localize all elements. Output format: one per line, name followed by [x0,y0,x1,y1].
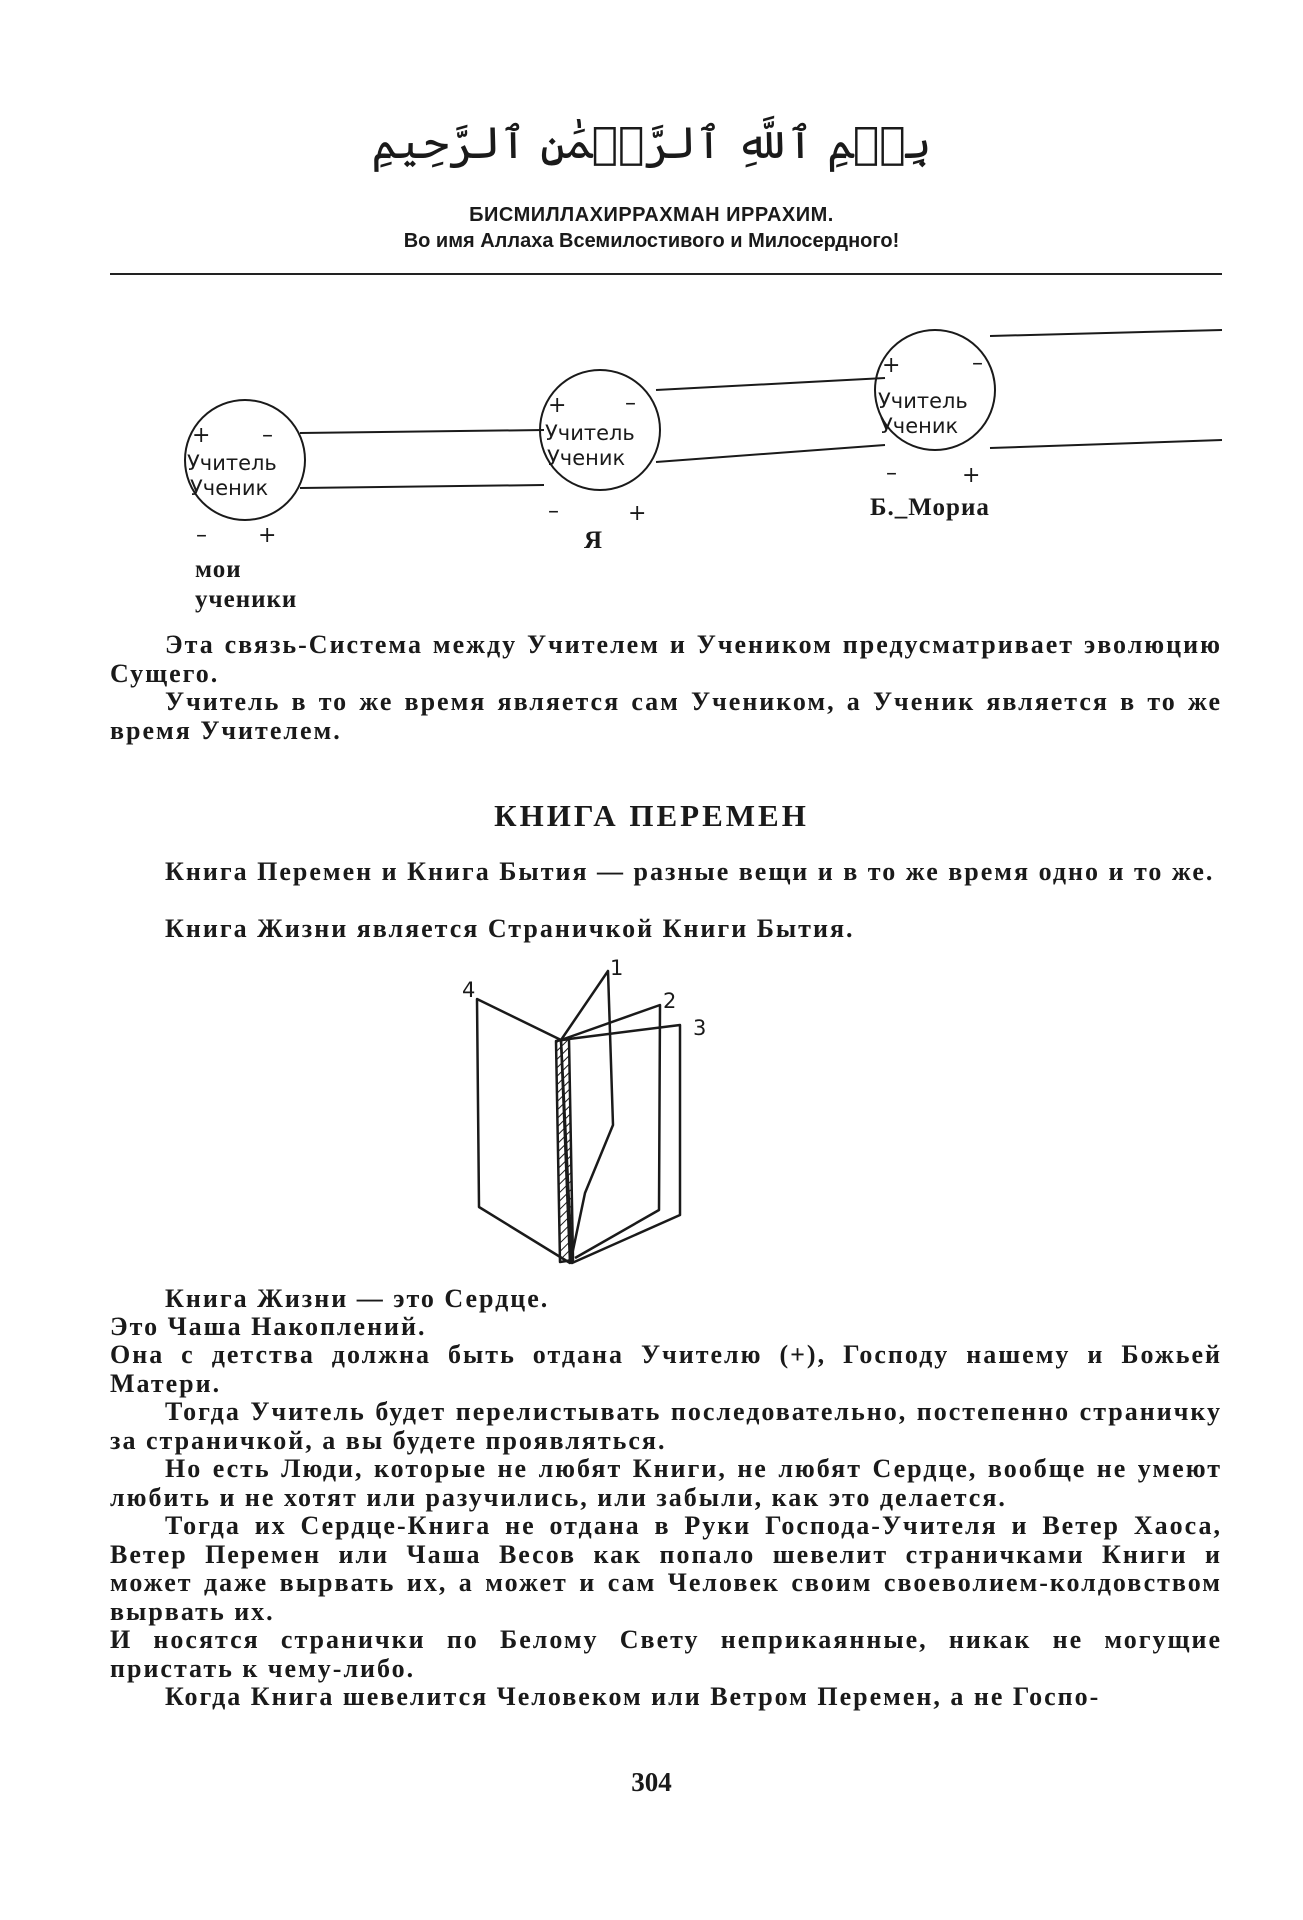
student-label: Ученик [880,414,959,438]
page-number: 304 [631,1767,672,1797]
student-label: Ученик [190,476,269,500]
connector-upper-3 [990,330,1222,336]
minus-sign: – [548,499,559,524]
connector-lower-1 [300,485,544,488]
plus-sign: + [628,501,647,526]
header-transliteration: БИСМИЛЛАХИРРАХМАН ИРРАХИМ. [469,204,834,226]
paragraph: Когда Книга шевелится Человеком или Ветром Перемен, а не Госпо- [165,1682,1101,1711]
teacher-label: Учитель [545,421,635,445]
paragraph: Она с детства должна быть отдана Учителю (+), Господу нашему и Божьей Матери. [110,1340,1222,1398]
label-me: Я [584,527,604,554]
header-translation: Во имя Аллаха Всемилостивого и Милосердного! [403,230,900,252]
connector-lower-3 [990,440,1222,448]
connector-upper-2 [656,378,885,390]
section-title: КНИГА ПЕРЕМЕН [494,798,809,833]
paragraph: И носятся странички по Белому Свету неприкаянные, никак не могущие пристать к чему-либо. [110,1625,1222,1683]
student-label: Ученик [547,446,626,470]
label-my: мои [195,556,242,583]
minus-sign: – [886,461,897,486]
label-4: 4 [462,978,476,1002]
bismillah-calligraphy: بِسۡمِ ٱللَّهِ ٱلرَّحۡمَٰنِ ٱلرَّحِيمِ [371,118,932,169]
teacher-label: Учитель [187,451,277,475]
minus-sign: – [625,391,636,416]
minus-sign: – [972,351,983,376]
teacher-student-diagram [0,290,1303,630]
plus-sign: + [548,393,567,418]
plus-sign: + [258,523,277,548]
paragraph: Но есть Люди, которые не любят Книги, не любят Сердце, вообще не умеют любить и не хотят или разучились, или забыли, как это делается. [110,1454,1222,1512]
label-3: 3 [693,1016,707,1040]
minus-sign: – [262,423,273,448]
book-spine [556,1039,573,1262]
label-b-moria: Б._Мориа [870,494,990,521]
paragraph: Эта связь-Система между Учителем и Учеником предусматривает эволюцию Сущего. [110,630,1222,688]
page-4 [477,999,570,1263]
paragraph: Книга Перемен и Книга Бытия — разные вещи и в то же время одно и то же. [165,857,1215,886]
connector-lower-2 [656,445,885,462]
label-2: 2 [663,989,677,1013]
label-students: ученики [195,586,298,613]
paragraph: Это Чаша Накоплений. [110,1312,427,1341]
plus-sign: + [882,353,901,378]
label-1: 1 [610,956,624,980]
connector-upper-1 [300,430,544,433]
paragraph: Книга Жизни — это Сердце. [165,1284,550,1313]
paragraph: Тогда их Сердце-Книга не отдана в Руки Господа-Учителя и Ветер Хаоса, Ветер Перемен или Чаша Весов как попало шевелит страничками Книги и может даже вырвать их, а может и сам Человек своим своеволием-колдовством вырвать их. [110,1511,1222,1626]
header-divider [110,273,1222,275]
paragraph: Учитель в то же время является сам Учеником, а Ученик является в то же время Учителем. [110,687,1222,745]
paragraph: Книга Жизни является Страничкой Книги Бытия. [165,914,855,943]
minus-sign: – [196,523,207,548]
plus-sign: + [192,423,211,448]
open-book-figure [440,955,740,1285]
paragraph: Тогда Учитель будет перелистывать последовательно, постепенно страничку за страничкой, а вы будете проявляться. [110,1397,1222,1455]
plus-sign: + [962,463,981,488]
teacher-label: Учитель [878,389,968,413]
